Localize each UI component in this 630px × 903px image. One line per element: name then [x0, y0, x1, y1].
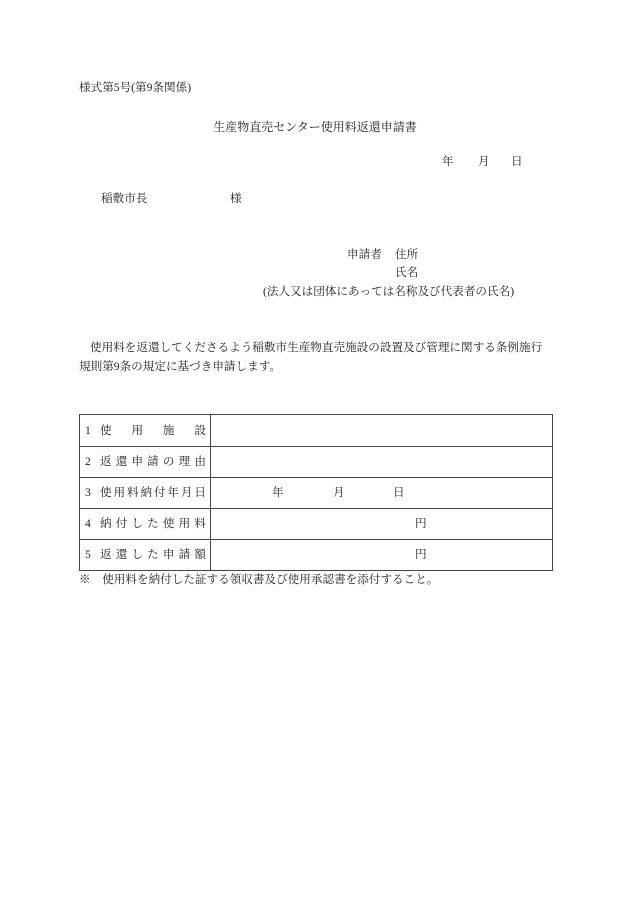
row-label [100, 424, 206, 438]
label-character: し [131, 517, 144, 530]
request-text-line: 規則第9条の規定に基づき申請します。 [79, 360, 281, 373]
label-character: 申 [131, 455, 144, 468]
row-number: 5 [85, 548, 91, 561]
label-character: 用 [131, 423, 144, 437]
label-character: の [162, 455, 175, 468]
label-character: 納 [140, 486, 153, 499]
label-character: し [131, 548, 144, 561]
label-character: 月 [180, 486, 193, 499]
label-character: た [147, 548, 159, 561]
form-number: 様式第5号(第9条関係) [79, 81, 192, 94]
table-row-facility [80, 415, 552, 446]
label-character: 付 [153, 486, 166, 499]
table-row-paid-fee [80, 508, 552, 539]
label-character: 納 [100, 517, 112, 530]
row-label-cell [80, 509, 211, 539]
label-character: 還 [115, 455, 128, 468]
table-row-refund-amount [80, 539, 552, 570]
label-character: 用 [178, 517, 191, 530]
label-character: 付 [115, 517, 128, 530]
label-character: 使 [100, 486, 112, 499]
label-character: 請 [147, 455, 159, 468]
table-row-payment-date [80, 477, 552, 508]
attachment-note: ※ 使用料を納付した証する領収書及び使用承認書を添付すること。 [79, 573, 439, 586]
application-table [79, 414, 553, 571]
unit-year: 年 [272, 486, 284, 499]
label-character: 用 [113, 486, 126, 499]
applicant-label: 申請者 [347, 248, 382, 261]
row-label-cell [80, 540, 211, 570]
label-character: た [147, 517, 159, 530]
row-label-cell [80, 415, 211, 446]
label-character: 還 [115, 548, 128, 561]
applicant-name-note: (法人又は団体にあっては名称及び代表者の氏名) [263, 285, 515, 298]
date-day-label: 日 [511, 155, 523, 168]
label-character: 設 [194, 423, 206, 437]
unit-day: 日 [393, 486, 405, 499]
row-value-cell [211, 415, 552, 446]
request-text-line: 使用料を返還してくださるよう稲敷市生産物直売施設の設置及び管理に関する条例施行 [90, 341, 543, 354]
row-label-cell [80, 478, 211, 508]
row-value-cell [211, 478, 552, 508]
row-value-cell [211, 447, 552, 477]
label-character: 請 [178, 548, 191, 561]
label-character: 日 [194, 486, 206, 499]
label-character: 料 [126, 486, 139, 499]
date-year-label: 年 [442, 155, 454, 168]
addressee-name: 稲敷市長 [101, 192, 148, 205]
label-character: 使 [162, 517, 175, 530]
row-number: 1 [85, 423, 91, 437]
label-character: 施 [162, 423, 175, 437]
unit-month: 月 [333, 486, 345, 499]
row-label [100, 517, 206, 531]
label-character: 返 [100, 455, 112, 468]
applicant-name-label: 氏名 [395, 266, 419, 279]
row-label [100, 486, 206, 500]
row-number: 3 [85, 486, 91, 499]
row-number: 4 [85, 517, 91, 530]
unit-yen: 円 [415, 517, 427, 530]
label-character: 由 [194, 455, 206, 468]
label-character: 申 [162, 548, 175, 561]
label-character: 年 [167, 486, 180, 499]
addressee-honorific: 様 [230, 192, 242, 205]
label-character: 理 [178, 455, 191, 468]
row-number: 2 [85, 455, 91, 468]
row-value-cell [211, 540, 552, 570]
applicant-address-label: 住所 [395, 248, 419, 261]
label-character: 使 [100, 423, 112, 437]
unit-yen: 円 [415, 548, 427, 561]
row-label [100, 548, 206, 562]
label-character: 額 [194, 548, 206, 561]
label-character: 料 [194, 517, 206, 530]
document-title: 生産物直売センター使用料返還申請書 [213, 120, 417, 134]
row-value-cell [211, 509, 552, 539]
date-month-label: 月 [478, 155, 490, 168]
table-row-reason [80, 446, 552, 477]
label-character: 返 [100, 548, 112, 561]
row-label-cell [80, 447, 211, 477]
row-label [100, 455, 206, 469]
